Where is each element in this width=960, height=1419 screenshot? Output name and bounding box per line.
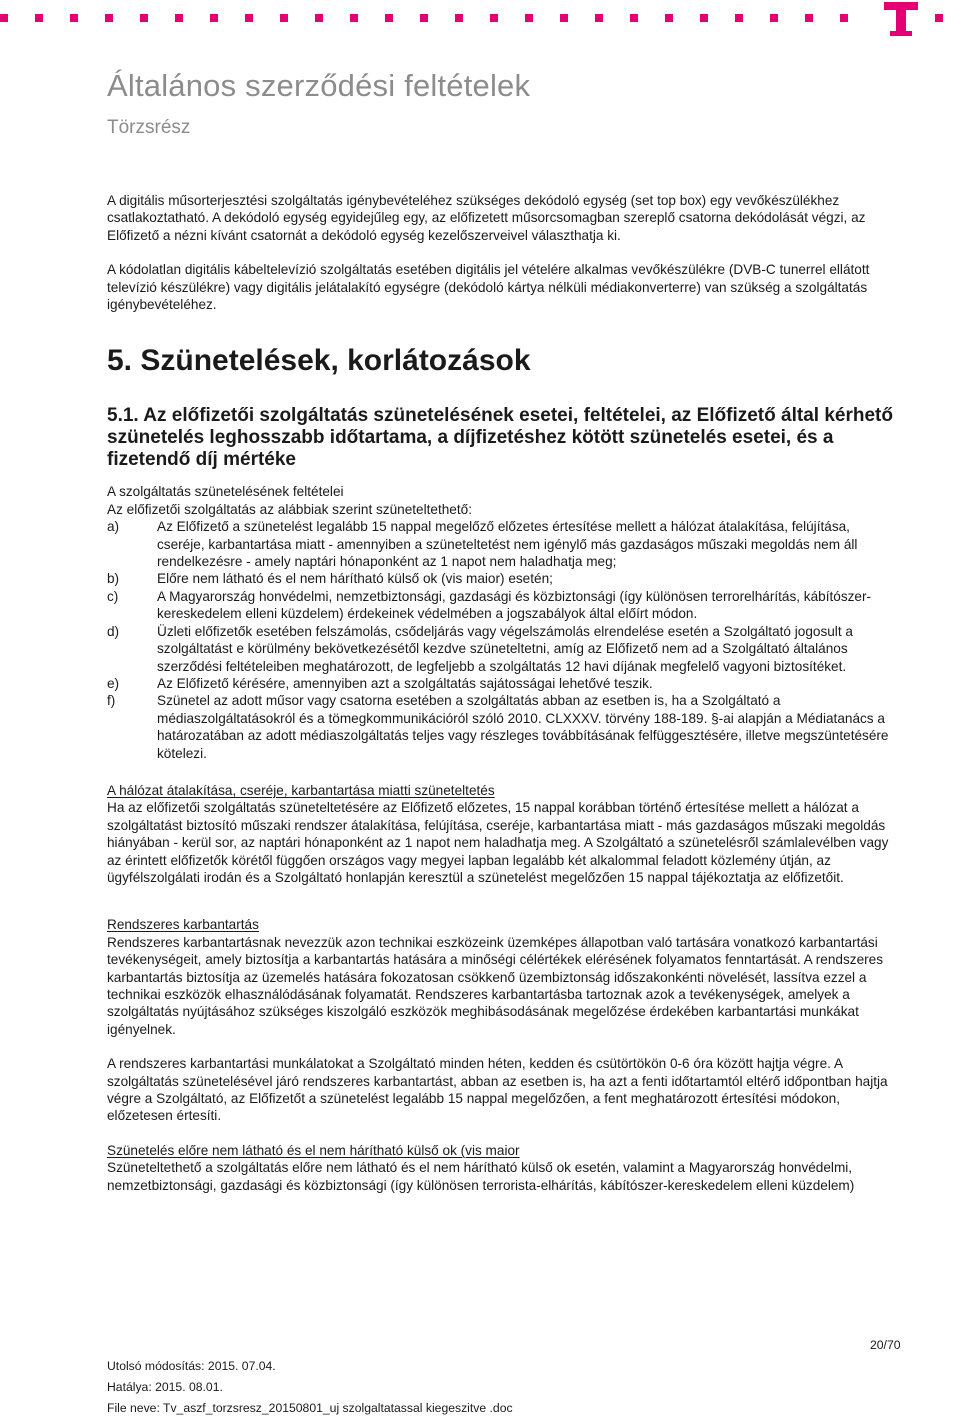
brand-square xyxy=(805,14,813,22)
brand-square xyxy=(935,14,943,22)
paragraph-decoder: A digitális műsorterjesztési szolgáltatás igénybevételéhez szükséges dekódoló egység (set top box) egy vevőkészülékhez csatlakoztatható. A dekódoló egység egyidejűleg egy, az előfizetett műsorcsomagban szereplő csatorna dekódolását végzi, az Előfizető a nézni kívánt csatornát a dekódoló egység kezelőszerveivel választhatja ki. xyxy=(107,193,866,243)
list-item xyxy=(107,570,897,587)
brand-square xyxy=(70,14,78,22)
document-body xyxy=(107,192,897,1194)
list-text: A Magyarország honvédelmi, nemzetbiztonsági, gazdasági és közbiztonsági (így különösen terrorelhárítás, kábítószer-kereskedelem elleni küzdelem) érdekeinek védelmében a jogszabályok által előírt módon. xyxy=(157,588,872,622)
brand-square xyxy=(700,14,708,22)
section-heading: 5. Szünetelések, korlátozások xyxy=(107,344,531,378)
list-marker: d) xyxy=(107,623,120,639)
maintenance-heading: Rendszeres karbantartás xyxy=(107,917,259,933)
conditions-intro: Az előfizetői szolgáltatás az alábbiak szerint szüneteltethető: xyxy=(107,501,472,517)
brand-square xyxy=(105,14,113,22)
vismaior-paragraph: Szüneteltethető a szolgáltatás előre nem látható és el nem hárítható külső ok esetén, valamint a Magyarország honvédelmi, nemzetbiztonsági, gazdasági és közbiztonsági (így különösen terrorista-elhárítás, kábítószer-kereskedelem elleni küzdelem) xyxy=(107,1160,855,1193)
list-text: Az Előfizető a szünetelést legalább 15 nappal megelőző előzetes értesítése mellett a hálózat átalakítása, felújítása, cseréje, karbantartása miatt - amennyiben a szüneteltetést nem igénylő más gazdaságos műszaki megoldás nem áll rendelkezésre - amely naptári hónaponként az 1 napot nem haladhatja meg; xyxy=(157,519,858,570)
document-footer xyxy=(107,1356,513,1419)
brand-square xyxy=(490,14,498,22)
brand-square xyxy=(35,14,43,22)
brand-square xyxy=(385,14,393,22)
brand-square xyxy=(315,14,323,22)
brand-square xyxy=(455,14,463,22)
paragraph-dvbc: A kódolatlan digitális kábeltelevízió szolgáltatás esetében digitális jel vételére alkalmas vevőkészülékre (DVB-C tunerrel ellátott televízió készülékre) vagy digitális jelátalakító egységre (dekódoló kártya nélküli médiakonverterre) van szükség a szolgáltatás igénybevételéhez. xyxy=(107,262,870,313)
brand-square xyxy=(595,14,603,22)
telekom-t-icon xyxy=(884,0,918,38)
list-text: Üzleti előfizetők esetében felszámolás, csődeljárás vagy végelszámolás elrendelése esetén a Szolgáltató jogosult a szolgáltatást e körülmény bekövetkezésétől kezdve szüneteltetni, amíg az Előfizető nem ad a Szolgáltató általános szerződési feltételeiben meghatározott, de legfeljebb a szolgáltatás 12 havi díjának megfelelő vagyoni biztosítéket. xyxy=(157,623,853,674)
conditions-list xyxy=(107,518,897,762)
subsection-heading: 5.1. Az előfizetői szolgáltatás szünetelésének esetei, feltételei, az Előfizető által kérhető szünetelés leghosszabb időtartama, a díjfizetéshez kötött szünetelés esetei, és a fizetendő díj mértéke xyxy=(107,405,893,471)
maintenance-paragraph-2: A rendszeres karbantartási munkálatokat a Szolgáltató minden héten, kedden és csütörtökön 0-6 óra között hajtja végre. A szolgáltatás szünetelésével járó rendszeres karbantartást, abban az esetben is, ha azt a fenti időtartamtól eltérő időpontban hajtja végre a Szolgáltató, az Előfizetőt a szünetelést legalább 15 nappal megelőzően, a fent meghatározott értesítési módokon, előzetesen értesíti. xyxy=(107,1056,888,1124)
network-paragraph: Ha az előfizetői szolgáltatás szüneteltetésére az Előfizető előzetes, 15 nappal korábban történő értesítése mellett a hálózat a szolgáltatást biztosító műszaki rendszer átalakítása, felújítása, cseréje, karbantartása miatt - más gazdaságos műszaki megoldás hiányában - kerül sor, az naptári hónaponként az 1 napot nem haladhatja meg. A Szolgáltató a szünetelésről számlalevélben vagy az érintett előfizetők körétől függően országos vagy megyei lapban legalább két alkalommal feladott közlemény útján, az ügyfélszolgálati irodán és a Szolgáltató honlapján keresztül a szünetelést megelőzően 15 nappal tájékoztatja az előfizetőit. xyxy=(107,800,889,885)
conditions-heading: A szolgáltatás szünetelésének feltételei xyxy=(107,484,344,500)
effective-date: Hatálya: 2015. 08.01. xyxy=(107,1380,223,1394)
brand-square xyxy=(350,14,358,22)
brand-bar xyxy=(0,8,960,22)
list-item xyxy=(107,692,897,762)
list-text: Szünetel az adott műsor vagy csatorna esetében a szolgáltatás abban az esetben is, ha a Szolgáltató a médiaszolgáltatásokról és a tömegkommunikációról szóló 2010. CLXXXV. törvény 188-189. §-ai alapján a Médiatanács a határozatában az adott médiaszolgáltatás teljes vagy részleges továbbításának felfüggesztésére, illetve megszüntetésére kötelezi. xyxy=(157,693,889,761)
document-subtitle: Törzsrész xyxy=(107,117,191,138)
list-marker: f) xyxy=(107,693,116,709)
list-text: Az Előfizető kérésére, amennyiben azt a szolgáltatás sajátosságai lehetővé teszik. xyxy=(157,675,653,691)
maintenance-paragraph-1: Rendszeres karbantartásnak nevezzük azon technikai eszközeink üzemképes állapotban való tartására vonatkozó karbantartási tevékenységeit, amely biztosítja a karbantartás hatására a minőségi célértékek elérésének folyamatos fenntartását. A rendszeres karbantartás biztosítja az üzemelés hatására fokozatosan csökkenő üzembiztonság időszakonkénti növelését, lassítva ezzel a technikai eszközök elhasználódásának folyamatát. Rendszeres karbantartásba tartoznak azok a tevékenységek, amelyek a szolgáltatás nyújtásához szükséges kiszolgáló eszközök meghibásodásának megelőzése érdekében karbantartási munkákat igényelnek. xyxy=(107,934,884,1037)
list-marker: c) xyxy=(107,588,119,604)
list-item xyxy=(107,588,897,623)
brand-square xyxy=(210,14,218,22)
brand-square xyxy=(770,14,778,22)
brand-square xyxy=(280,14,288,22)
list-item xyxy=(107,675,897,692)
brand-square xyxy=(525,14,533,22)
brand-square xyxy=(665,14,673,22)
file-name: File neve: Tv_aszf_torzsresz_20150801_uj szolgaltatassal kiegeszitve .doc xyxy=(107,1401,513,1415)
brand-square xyxy=(140,14,148,22)
brand-square xyxy=(420,14,428,22)
last-modified: Utolsó módosítás: 2015. 07.04. xyxy=(107,1359,276,1373)
vismaior-heading: Szünetelés előre nem látható és el nem hárítható külső ok (vis maior xyxy=(107,1142,520,1158)
page-number: 20/70 xyxy=(870,1338,901,1352)
network-heading: A hálózat átalakítása, cseréje, karbantartása miatti szüneteltetés xyxy=(107,782,495,798)
brand-square xyxy=(630,14,638,22)
brand-square xyxy=(245,14,253,22)
list-marker: e) xyxy=(107,675,120,691)
list-item xyxy=(107,623,897,675)
list-text: Előre nem látható és el nem hárítható külső ok (vis maior) esetén; xyxy=(157,571,553,587)
document-title: Általános szerződési feltételek xyxy=(107,68,531,103)
list-item xyxy=(107,518,897,570)
brand-square xyxy=(735,14,743,22)
brand-square xyxy=(0,14,8,22)
brand-square xyxy=(840,14,848,22)
list-marker: a) xyxy=(107,519,120,535)
list-marker: b) xyxy=(107,571,120,587)
brand-square xyxy=(175,14,183,22)
brand-square xyxy=(560,14,568,22)
